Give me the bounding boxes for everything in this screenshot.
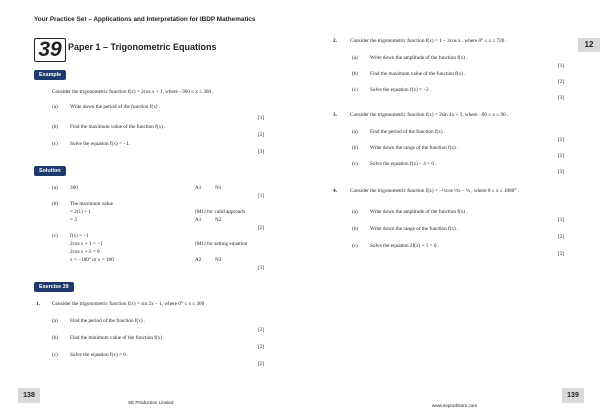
solution-b-mark-line2: (M1) for valid approach	[195, 209, 245, 215]
publisher: SE Production Limited	[128, 400, 174, 405]
q3-c-marks: [3]	[558, 169, 565, 175]
q2-c-letter: (c)	[352, 87, 358, 93]
ex-q1-b-marks: [2]	[258, 344, 265, 350]
solution-c-line4: x = −180° or x = 180	[70, 257, 114, 263]
example-part-c-text: Solve the equation f(x) = −1.	[70, 141, 131, 147]
chapter-title: Paper 1 – Trigonometric Equations	[68, 42, 217, 52]
q2-b-marks: [2]	[558, 79, 565, 85]
ex-q1-b-letter: (b)	[52, 335, 59, 341]
ex-q1-a-text: Find the period of the function f(x) .	[70, 318, 146, 324]
ex-q1-a-letter: (a)	[52, 318, 58, 324]
chapter-number: 39	[34, 38, 66, 62]
right-page-number: 139	[562, 388, 584, 403]
solution-c-letter: (c)	[52, 233, 58, 239]
example-part-b-text: Find the maximum value of the function f(x) .	[70, 124, 166, 130]
q2-a-letter: (a)	[352, 55, 358, 61]
website: www.seprodstore.com	[432, 403, 478, 408]
ex-q1-number: 1.	[36, 301, 40, 307]
solution-b-line1: The maximum value	[70, 201, 113, 207]
q3-a-text: Find the period of the function f(x) .	[370, 129, 446, 135]
q2-a-marks: [1]	[558, 63, 565, 69]
q4-a-marks: [1]	[558, 217, 565, 223]
q2-b-letter: (b)	[352, 71, 359, 77]
chapter-tab: 12	[578, 38, 600, 52]
example-label: Example	[34, 70, 66, 80]
q4-stem: Consider the trigonometric function f(x) = −½cos ⅓x − ¼ , where 0 ≤ x ≤ 1080° .	[350, 188, 519, 194]
q3-b-letter: (b)	[352, 145, 359, 151]
solution-c-marks: [3]	[258, 265, 265, 271]
exercise-label: Exercise 39	[34, 282, 74, 292]
q2-stem: Consider the trigonometric function f(x) = 1 − 3cos x , where 0° ≤ x ≤ 720 .	[350, 38, 507, 44]
solution-a-mark2: N1	[215, 185, 222, 191]
solution-a-mark1: A1	[195, 185, 202, 191]
q4-b-letter: (b)	[352, 226, 359, 232]
q4-b-marks: [2]	[558, 234, 565, 240]
example-stem: Consider the trigonometric function f(x) = 2cos x + 1, where −360 ≤ x ≤ 360 .	[52, 89, 214, 95]
q3-b-marks: [2]	[558, 153, 565, 159]
q4-c-marks: [3]	[558, 251, 565, 257]
solution-c-mark-line2: (M1) for setting equation	[195, 241, 248, 247]
solution-b-letter: (b)	[52, 201, 59, 207]
q4-a-text: Write down the amplitude of the function f(x) .	[370, 209, 468, 215]
solution-b-mark-line3-a: A1	[195, 217, 202, 223]
example-part-a-letter: (a)	[52, 104, 58, 110]
q3-a-letter: (a)	[352, 129, 358, 135]
example-part-b-letter: (b)	[52, 124, 59, 130]
q4-b-text: Write down the range of the function f(x) .	[370, 226, 459, 232]
solution-c-line2: 2cos x + 1 = −1	[70, 241, 103, 247]
solution-c-mark-line4-a: A2	[195, 257, 202, 263]
example-part-b-marks: [2]	[258, 132, 265, 138]
solution-c-line1: f(x) = −1	[70, 233, 89, 239]
q4-a-letter: (a)	[352, 209, 358, 215]
example-part-c-letter: (c)	[52, 141, 58, 147]
q3-b-text: Write down the range of the function f(x) .	[370, 145, 459, 151]
solution-label: Solution	[34, 166, 66, 176]
solution-b-mark-line3-b: N2	[215, 217, 222, 223]
q3-c-text: Solve the equation f(x) − 4 = 0 .	[370, 161, 437, 167]
q4-number: 4.	[333, 188, 337, 194]
ex-q1-c-text: Solve the equation f(x) = 0 .	[70, 352, 129, 358]
left-page-number: 138	[18, 388, 40, 403]
solution-a-text: 360	[70, 185, 78, 191]
q2-c-marks: [3]	[558, 95, 565, 101]
example-part-a-text: Write down the period of the function f(x) .	[70, 104, 161, 110]
q2-c-text: Solve the equation f(x) = −2 .	[370, 87, 432, 93]
ex-q1-a-marks: [2]	[258, 327, 265, 333]
q3-a-marks: [2]	[558, 137, 565, 143]
q4-c-letter: (c)	[352, 243, 358, 249]
ex-q1-b-text: Find the minimum value of the function f(x) .	[70, 335, 165, 341]
ex-q1-c-marks: [2]	[258, 361, 265, 367]
example-part-a-marks: [1]	[258, 115, 265, 121]
q3-c-letter: (c)	[352, 161, 358, 167]
solution-a-letter: (a)	[52, 185, 58, 191]
solution-b-line2: = 2(1) + 1	[70, 209, 91, 215]
q2-number: 2.	[333, 38, 337, 44]
solution-c-line3: 2cos x + 2 = 0	[70, 249, 100, 255]
q3-stem: Consider the trigonometric function f(x) = 2sin 4x + 3, where −90 ≤ x ≤ 90 .	[350, 112, 509, 118]
running-header: Your Practice Set – Applications and Interpretation for IBDP Mathematics	[34, 16, 256, 23]
example-part-c-marks: [3]	[258, 149, 265, 155]
solution-b-marks: [2]	[258, 225, 265, 231]
q2-a-text: Write down the amplitude of the function f(x) .	[370, 55, 468, 61]
q2-b-text: Find the maximum value of the function f(x) .	[370, 71, 466, 77]
ex-q1-stem: Consider the trigonometric function f(x) = sin 2x − 1, where 0° ≤ x ≤ 360 .	[52, 301, 207, 307]
solution-b-line3: = 3	[70, 217, 77, 223]
q3-number: 3.	[333, 112, 337, 118]
ex-q1-c-letter: (c)	[52, 352, 58, 358]
q4-c-text: Solve the equation 2f(x) + 1 = 0 .	[370, 243, 440, 249]
solution-a-marks: [1]	[258, 193, 265, 199]
solution-c-mark-line4-b: N3	[215, 257, 222, 263]
